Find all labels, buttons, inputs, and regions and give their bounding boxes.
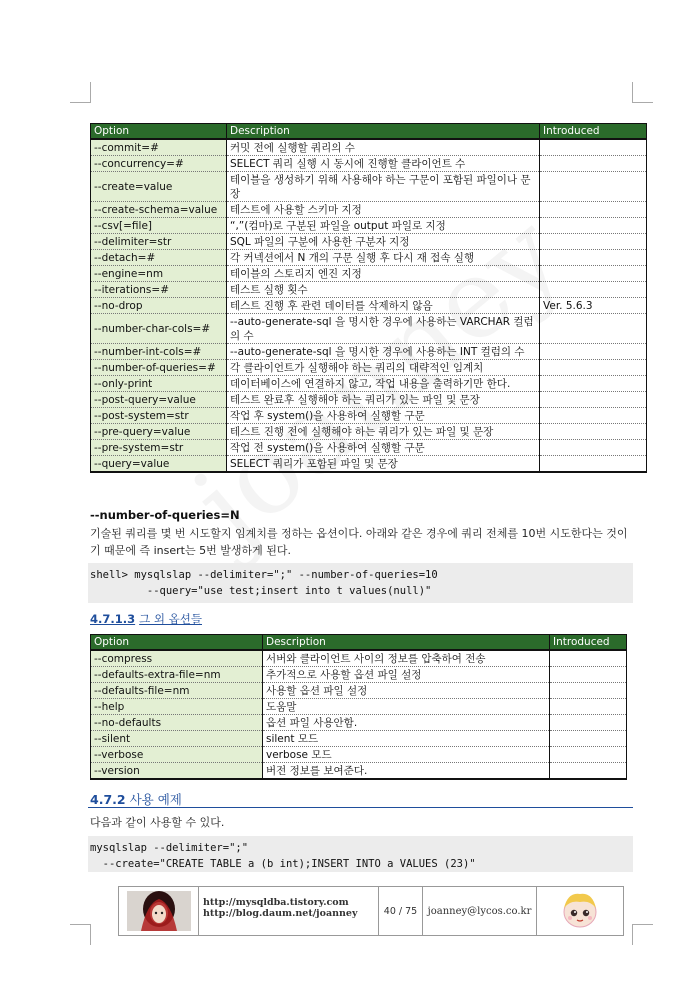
table-row [91,156,647,172]
corner-mark [632,924,653,945]
table-row [91,747,627,763]
corner-mark [632,82,653,103]
option-cell: --delimiter=str [91,234,227,250]
description-cell: 데이터베이스에 연결하지 않고, 작업 내용을 출력하기만 한다. [227,376,540,392]
section-number: 4.7.2 [90,792,126,807]
description-cell: 테이블의 스토리지 엔진 지정 [227,266,540,282]
table-row [91,202,647,218]
description-cell: 테스트 실행 횟수 [227,282,540,298]
description-cell: 테스트 진행 전에 실행해야 하는 쿼리가 있는 파일 및 문장 [227,424,540,440]
description-cell: 작업 후 system()을 사용하여 실행할 구문 [227,408,540,424]
description-cell: 테스트 진행 후 관련 데이터를 삭제하지 않음 [227,298,540,314]
introduced-cell [540,392,647,408]
column-header-description: Description [263,635,550,651]
option-cell: --pre-system=str [91,440,227,456]
description-cell: SELECT 쿼리 실행 시 동시에 진행할 클라이언트 수 [227,156,540,172]
code-block: shell> mysqlslap --delimiter=";" --number-of-queries=10 --query="use test;insert into t values(null)" [88,563,633,603]
option-cell: --number-char-cols=# [91,314,227,344]
description-cell: --auto-generate-sql 을 명시한 경우에 사용하는 VARCHAR 컬럼의 수 [227,314,540,344]
table-row [91,456,647,473]
table-row [91,344,647,360]
table-row [91,250,647,266]
option-cell: --version [91,763,263,780]
options-table [90,123,647,473]
description-cell: 사용할 옵션 파일 설정 [263,683,550,699]
introduced-cell [540,344,647,360]
description-cell: 각 커넥션에서 N 개의 구문 실행 후 다시 재 접속 실행 [227,250,540,266]
introduced-cell [540,282,647,298]
corner-mark [70,924,91,945]
section-title-other-options [90,611,202,627]
introduced-cell [540,440,647,456]
option-cell: --detach=# [91,250,227,266]
option-cell: --iterations=# [91,282,227,298]
description-cell: “,”(컴마)로 구분된 파일을 output 파일로 지정 [227,218,540,234]
introduced-cell [540,360,647,376]
column-header-option: Option [91,124,227,140]
description-cell: 테스트에 사용할 스키마 지정 [227,202,540,218]
footer-links [199,887,379,935]
option-cell: --csv[=file] [91,218,227,234]
table-row [91,234,647,250]
page-number: 40 / 75 [379,887,423,935]
avatar-image-right [537,887,623,935]
option-cell: --silent [91,731,263,747]
option-cell: --commit=# [91,139,227,156]
introduced-cell [540,250,647,266]
description-cell: silent 모드 [263,731,550,747]
description-cell: 커밋 전에 실행할 쿼리의 수 [227,139,540,156]
option-cell: --number-of-queries=# [91,360,227,376]
table-row [91,424,647,440]
table-row [91,392,647,408]
section-number: 4.7.1.3 [90,612,136,626]
description-cell: 작업 전 system()을 사용하여 실행할 구문 [227,440,540,456]
introduced-cell [550,683,627,699]
introduced-cell [540,139,647,156]
table-row [91,715,627,731]
option-cell: --query=value [91,456,227,473]
character-portrait-icon [127,891,191,931]
description-cell: 테스트 완료후 실행해야 하는 쿼리가 있는 파일 및 문장 [227,392,540,408]
option-cell: --defaults-file=nm [91,683,263,699]
option-heading: --number-of-queries=N [90,508,240,522]
introduced-cell [540,314,647,344]
section-title: 그 외 옵션들 [139,612,202,626]
option-cell: --concurrency=# [91,156,227,172]
introduced-cell [550,650,627,667]
table-row [91,408,647,424]
introduced-cell [540,156,647,172]
description-cell: SQL 파일의 구분에 사용한 구분자 지정 [227,234,540,250]
option-cell: --compress [91,650,263,667]
option-cell: --no-drop [91,298,227,314]
introduced-cell [540,408,647,424]
table-row [91,218,647,234]
column-header-option: Option [91,635,263,651]
introduced-cell [550,715,627,731]
section-rule [88,807,633,808]
introduced-cell [540,218,647,234]
table-row [91,440,647,456]
introduced-cell [550,763,627,780]
option-cell: --verbose [91,747,263,763]
email-address[interactable]: joanney@lycos.co.kr [423,887,537,935]
option-cell: --engine=nm [91,266,227,282]
introduced-cell [540,266,647,282]
avatar-image-left [119,887,199,935]
page-footer [118,886,624,936]
introduced-cell [540,202,647,218]
paragraph: 다음과 같이 사용할 수 있다. [90,816,225,829]
table-row [91,266,647,282]
table-row [91,650,627,667]
table-row [91,360,647,376]
table-row [91,172,647,202]
introduced-cell [540,172,647,202]
option-cell: --no-defaults [91,715,263,731]
description-cell: SELECT 쿼리가 포함된 파일 및 문장 [227,456,540,473]
option-cell: --create-schema=value [91,202,227,218]
table-row [91,314,647,344]
other-options-table [90,634,627,780]
introduced-cell [540,424,647,440]
table-row [91,282,647,298]
description-cell: 서버와 클라이언트 사이의 정보를 압축하여 전송 [263,650,550,667]
option-cell: --create=value [91,172,227,202]
introduced-cell [540,234,647,250]
description-cell: 버전 정보를 보여준다. [263,763,550,780]
option-cell: --only-print [91,376,227,392]
option-cell: --pre-query=value [91,424,227,440]
column-header-introduced: Introduced [540,124,647,140]
description-cell: 각 클라이언트가 실행해야 하는 쿼리의 대략적인 임계치 [227,360,540,376]
description-cell: verbose 모드 [263,747,550,763]
introduced-cell [540,456,647,473]
code-block: mysqlslap --delimiter=";" --create="CREATE TABLE a (b int);INSERT INTO a VALUES (23)" [88,836,633,872]
option-cell: --help [91,699,263,715]
option-cell: --post-query=value [91,392,227,408]
description-cell: 테이블을 생성하기 위해 사용해야 하는 구문이 포함된 파일이나 문장 [227,172,540,202]
paragraph: 기술된 쿼리를 몇 번 시도할지 임계치를 정하는 옵션이다. 아래와 같은 경우에 쿼리 전체를 10번 시도한다는 것이기 때문에 즉 insert는 5번 발생하게 된다. [90,527,628,557]
blog-link[interactable]: http://mysqldba.tistory.com [203,897,349,908]
table-row [91,667,627,683]
table-row [91,376,647,392]
table-row [91,139,647,156]
description-cell: 추가적으로 사용할 옵션 파일 설정 [263,667,550,683]
table-row [91,699,627,715]
table-row [91,731,627,747]
introduced-cell [550,667,627,683]
introduced-cell [550,731,627,747]
option-cell: --defaults-extra-file=nm [91,667,263,683]
option-cell: --number-int-cols=# [91,344,227,360]
cartoon-character-icon [560,890,600,932]
column-header-description: Description [227,124,540,140]
introduced-cell [540,376,647,392]
column-header-introduced: Introduced [550,635,627,651]
option-cell: --post-system=str [91,408,227,424]
section-title: 사용 예제 [129,792,182,807]
introduced-cell [550,699,627,715]
description-cell: 도움말 [263,699,550,715]
description-cell: --auto-generate-sql 을 명시한 경우에 사용하는 INT 컬럼의 수 [227,344,540,360]
table-row [91,683,627,699]
table-row [91,298,647,314]
blog-link[interactable]: http://blog.daum.net/joanney [203,908,358,919]
introduced-cell: Ver. 5.6.3 [540,298,647,314]
section-title-usage-example [90,790,182,808]
description-cell: 옵션 파일 사용안함. [263,715,550,731]
table-row [91,763,627,780]
introduced-cell [550,747,627,763]
corner-mark [70,82,91,103]
